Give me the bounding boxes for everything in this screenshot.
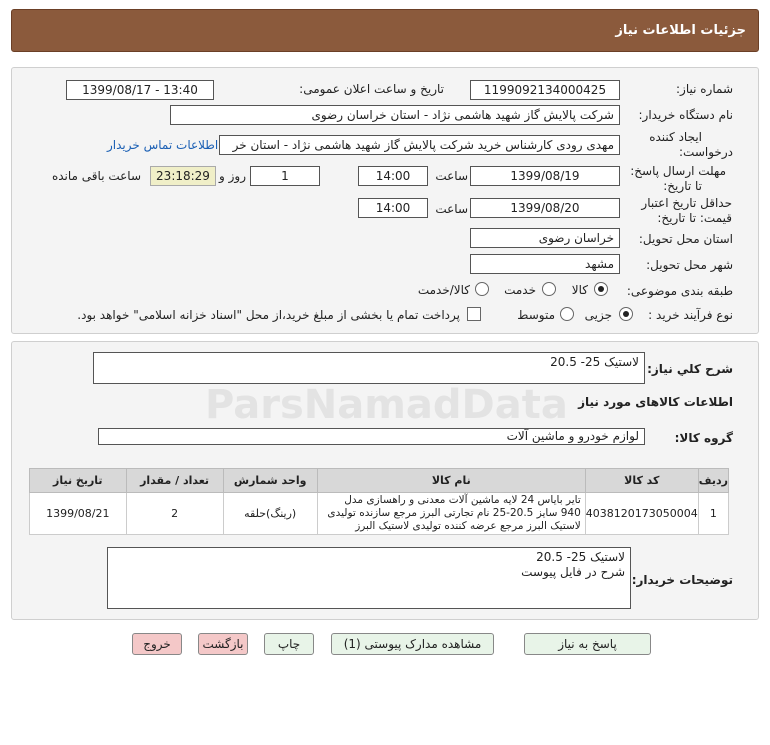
exit-button[interactable]: خروج — [132, 633, 182, 655]
row-date: 1399/08/21 — [30, 493, 127, 535]
buyer-notes-line1: لاستیک 25- 20.5 — [536, 550, 625, 564]
validity-time-field: 14:00 — [358, 198, 428, 218]
deadline-label-2: تا تاریخ: — [663, 179, 702, 193]
process-radio-minor[interactable] — [619, 307, 633, 321]
time-remaining-field: 23:18:29 — [150, 166, 216, 186]
col-qty: تعداد / مقدار — [126, 469, 223, 493]
category-option-goods-service: کالا/خدمت — [417, 283, 470, 297]
contact-buyer-link[interactable]: اطلاعات تماس خریدار — [107, 138, 219, 152]
days-label: روز و — [219, 169, 246, 183]
col-code: کد کالا — [585, 469, 698, 493]
process-radio-medium[interactable] — [560, 307, 574, 321]
time-remaining-label: ساعت باقی مانده — [51, 169, 141, 183]
reply-button[interactable]: پاسخ به نیاز — [524, 633, 651, 655]
buyer-notes-field — [107, 547, 631, 609]
deadline-date-field: 1399/08/19 — [470, 166, 620, 186]
row-index: 1 — [698, 493, 728, 535]
category-option-goods: کالا — [571, 283, 588, 297]
deadline-time-field: 14:00 — [358, 166, 428, 186]
goods-group-field: لوازم خودرو و ماشین آلات — [98, 428, 645, 445]
creator-field: مهدی رودی کارشناس خرید شرکت پالایش گاز شهید هاشمی نژاد - استان خر — [219, 135, 620, 155]
city-label: شهر محل تحویل: — [646, 258, 733, 272]
need-number-field: 1199092134000425 — [470, 80, 620, 100]
deadline-time-label: ساعت — [435, 169, 468, 183]
creator-label-2: درخواست: — [679, 145, 733, 159]
creator-label-1: ایجاد کننده — [649, 130, 702, 144]
announce-label: تاریخ و ساعت اعلان عمومی: — [299, 82, 444, 96]
validity-time-label: ساعت — [435, 202, 468, 216]
buyer-field: شرکت پالایش گاز شهید هاشمی نژاد - استان خراسان رضوی — [170, 105, 620, 125]
announce-field: 1399/08/17 - 13:40 — [66, 80, 214, 100]
process-label: نوع فرآیند خرید : — [648, 308, 733, 322]
col-date: تاریخ نیاز — [30, 469, 127, 493]
col-name: نام کالا — [317, 469, 585, 493]
goods-table-header — [30, 469, 729, 493]
category-radio-service[interactable] — [542, 282, 556, 296]
category-label: طبقه بندی موضوعی: — [626, 284, 733, 298]
treasury-payment-checkbox[interactable] — [467, 307, 481, 321]
need-number-label: شماره نیاز: — [676, 82, 733, 96]
col-unit: واحد شمارش — [223, 469, 317, 493]
process-option-medium: متوسط — [517, 308, 555, 322]
buyer-notes-label: توضیحات خریدار: — [631, 573, 733, 587]
col-index: ردیف — [698, 469, 728, 493]
province-label: استان محل تحویل: — [638, 232, 733, 246]
print-button[interactable]: چاپ — [264, 633, 314, 655]
buyer-notes-line2: شرح در فایل پیوست — [521, 565, 625, 579]
city-field: مشهد — [470, 254, 620, 274]
goods-section-title: اطلاعات کالاهای مورد نیاز — [578, 395, 733, 409]
row-unit: (رینگ)حلقه — [223, 493, 317, 535]
row-code: 4038120173050004 — [585, 493, 698, 535]
back-button[interactable]: بازگشت — [198, 633, 248, 655]
province-field: خراسان رضوی — [470, 228, 620, 248]
validity-label-2: قیمت: تا تاریخ: — [657, 211, 732, 225]
summary-label: شرح كلي نياز: — [647, 362, 733, 376]
view-attachments-button[interactable]: مشاهده مدارک پیوستی (1) — [331, 633, 494, 655]
category-radio-goods[interactable] — [594, 282, 608, 296]
table-row — [30, 493, 729, 535]
goods-table — [29, 468, 729, 535]
validity-label-1: حداقل تاریخ اعتبار — [641, 196, 732, 210]
row-name: تایر بایاس 24 لایه ماشین آلات معدنی و راهسازی مدل 940 سایز 20.5-25 نام تجارتی البرز مرجع سازنده تولیدی لاستیک البرز مرجع عرضه کننده تولیدی لاستیک البرز — [317, 493, 585, 535]
row-qty: 2 — [126, 493, 223, 535]
deadline-label-1: مهلت ارسال پاسخ: — [630, 164, 726, 178]
category-option-service: خدمت — [504, 283, 536, 297]
days-remaining-field: 1 — [250, 166, 320, 186]
summary-field: لاستیک 25- 20.5 — [93, 352, 645, 384]
validity-date-field: 1399/08/20 — [470, 198, 620, 218]
page-title: جزئیات اطلاعات نیاز — [615, 23, 746, 38]
goods-group-label: گروه کالا: — [674, 431, 733, 445]
treasury-payment-note: پرداخت تمام یا بخشی از مبلغ خرید،از محل "اسناد خزانه اسلامی" خواهد بود. — [77, 308, 460, 322]
process-option-minor: جزیی — [584, 308, 612, 322]
category-radio-goods-service[interactable] — [475, 282, 489, 296]
page-header — [11, 9, 759, 52]
buyer-label: نام دستگاه خریدار: — [638, 108, 733, 122]
